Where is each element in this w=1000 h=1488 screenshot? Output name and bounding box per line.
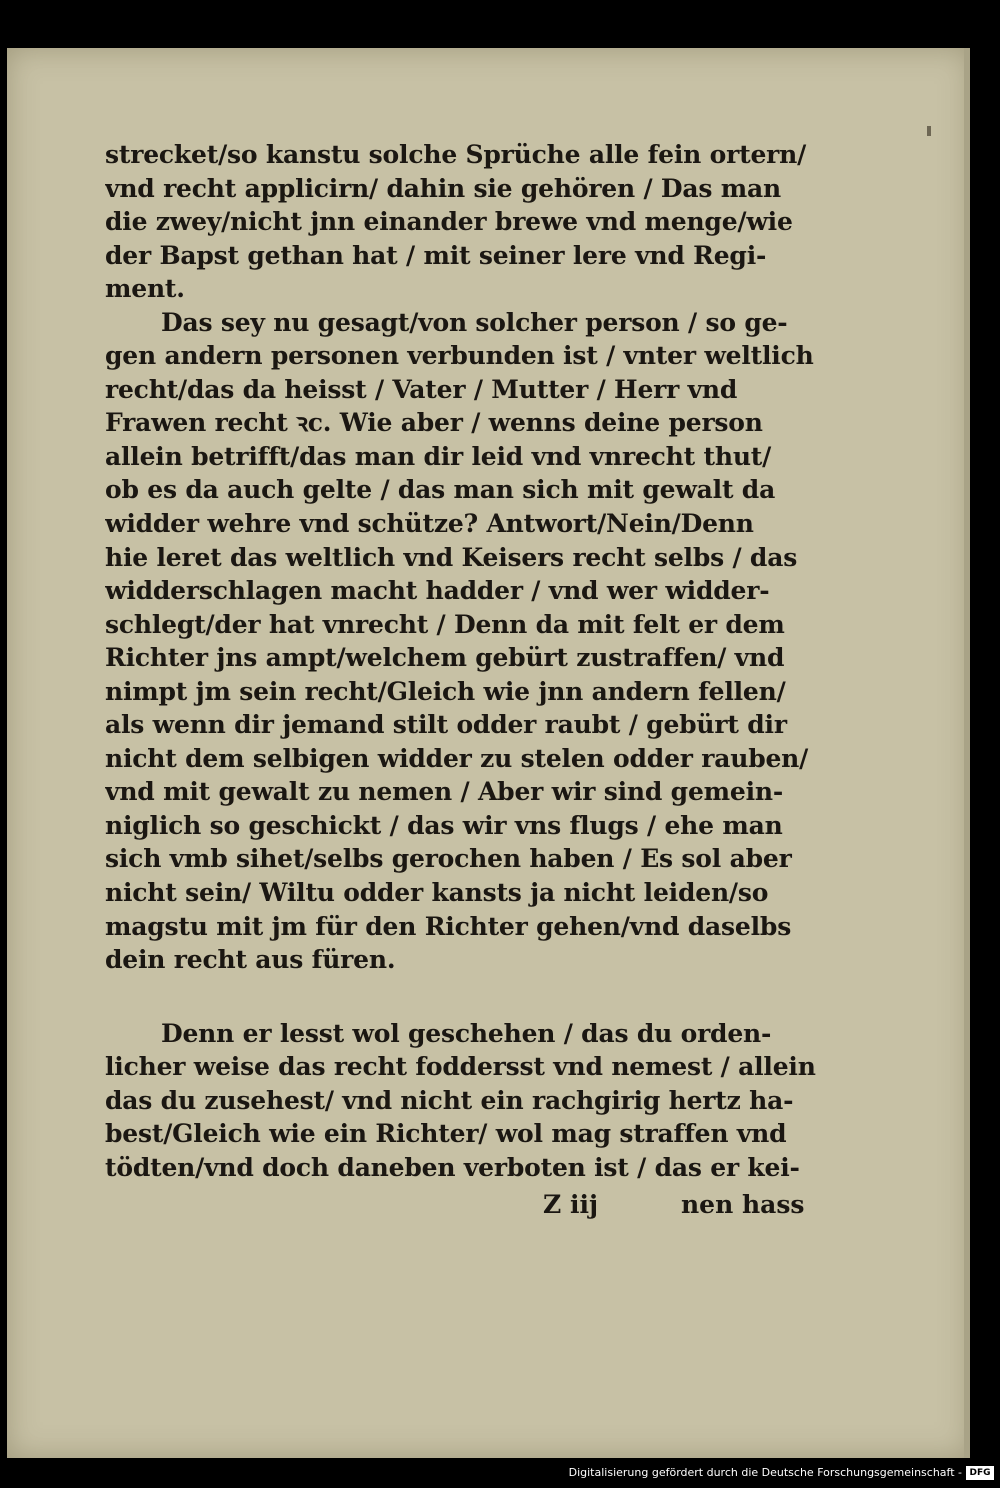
text-line: das du zusehest/ vnd nicht ein rachgirig hertz ha- xyxy=(105,1085,794,1115)
signature-row xyxy=(543,1188,823,1222)
text-line: tödten/vnd doch daneben verboten ist / das er kei- xyxy=(105,1152,800,1182)
text-line: ob es da auch gelte / das man sich mit gewalt da xyxy=(105,475,776,505)
text-line: Denn er lesst wol geschehen / das du orden- xyxy=(161,1018,772,1048)
text-line: die zwey/nicht jnn einander brewe vnd menge/wie xyxy=(105,207,793,237)
text-line: vnd mit gewalt zu nemen / Aber wir sind gemein- xyxy=(105,777,784,807)
dfg-logo: DFG xyxy=(966,1466,994,1480)
text-line: ment. xyxy=(105,274,185,304)
text-line: strecket/so kanstu solche Sprüche alle fein ortern/ xyxy=(105,140,807,169)
text-line: recht/das da heisst / Vater / Mutter / Herr vnd xyxy=(105,374,738,404)
text-line: best/Gleich wie ein Richter/ wol mag straffen vnd xyxy=(105,1119,787,1149)
text-line: der Bapst gethan hat / mit seiner lere vnd Regi- xyxy=(105,240,767,270)
page-text xyxy=(105,138,825,1184)
signature-mark: Z iij xyxy=(543,1190,598,1219)
text-line: gen andern personen verbunden ist / vnter weltlich xyxy=(105,341,814,371)
text-line: dein recht aus füren. xyxy=(105,945,396,975)
text-line: nicht dem selbigen widder zu stelen odder rauben/ xyxy=(105,743,809,773)
text-line: niglich so geschickt / das wir vns flugs / ehe man xyxy=(105,810,783,840)
text-line: Richter jns ampt/welchem gebürt zustraffen/ vnd xyxy=(105,643,785,673)
digitization-credit: Digitalisierung gefördert durch die Deutsche Forschungsgemeinschaft - xyxy=(568,1466,962,1479)
text-line: Das sey nu gesagt/von solcher person / so ge- xyxy=(161,307,788,337)
text-line: nicht sein/ Wiltu odder kansts ja nicht leiden/so xyxy=(105,878,769,908)
paragraph-gap xyxy=(105,977,825,1017)
text-line: licher weise das recht foddersst vnd nemest / allein xyxy=(105,1052,816,1082)
text-line: widder wehre vnd schütze? Antwort/Nein/Denn xyxy=(105,509,754,539)
text-line: Frawen recht ꝛc. Wie aber / wenns deine person xyxy=(105,408,763,438)
text-line: als wenn dir jemand stilt odder raubt / gebürt dir xyxy=(105,710,787,740)
book-page xyxy=(7,48,970,1458)
text-line: widderschlagen macht hadder / vnd wer widder- xyxy=(105,576,770,606)
text-line: allein betrifft/das man dir leid vnd vnrecht thut/ xyxy=(105,441,772,471)
page-edge xyxy=(964,48,970,1458)
text-line: nimpt jm sein recht/Gleich wie jnn andern fellen/ xyxy=(105,676,786,706)
text-line: magstu mit jm für den Richter gehen/vnd daselbs xyxy=(105,911,792,941)
text-line: vnd recht applicirn/ dahin sie gehören / Das man xyxy=(105,173,781,203)
text-line: hie leret das weltlich vnd Keisers recht selbs / das xyxy=(105,542,798,572)
catchword: nen hass xyxy=(681,1190,805,1219)
text-line: schlegt/der hat vnrecht / Denn da mit felt er dem xyxy=(105,609,785,639)
margin-mark xyxy=(927,126,931,136)
text-line: sich vmb sihet/selbs gerochen haben / Es sol aber xyxy=(105,844,792,874)
